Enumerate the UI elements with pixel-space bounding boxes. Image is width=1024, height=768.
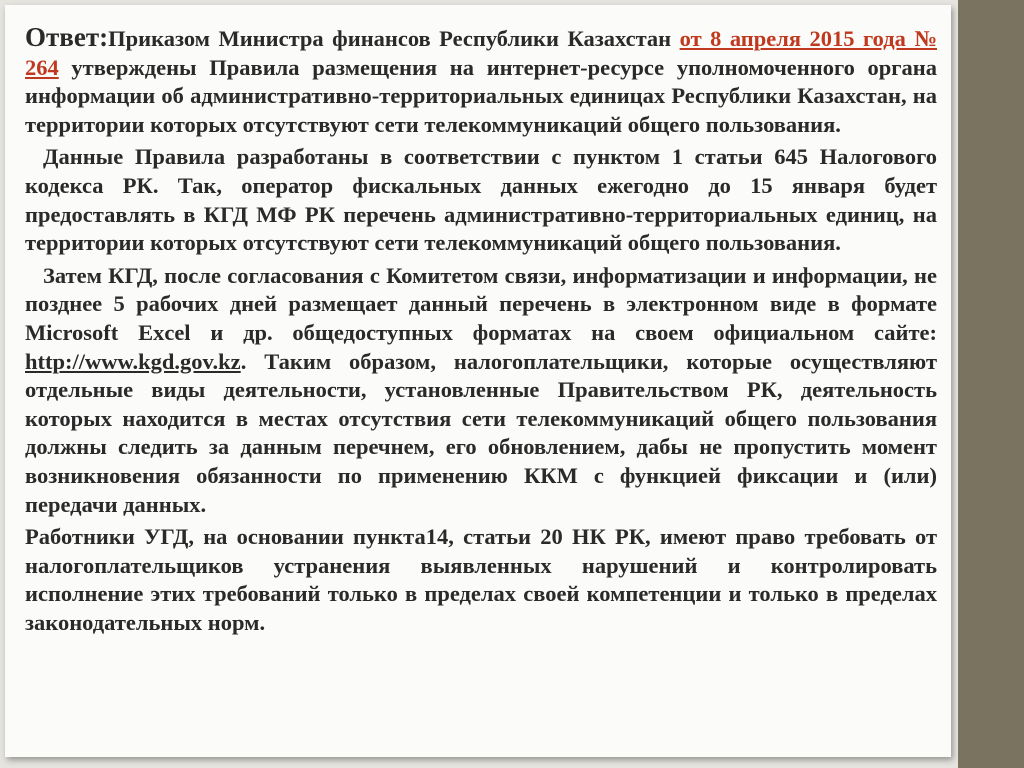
document-body xyxy=(25,23,937,641)
kgd-text-end: . Таким образом, налогоплательщики, которые осуществляют отдельные виды деятельности, установленные Правительством РК, деятельность которых находится в местах отсутствия сети телекоммуникаций общего пользования должны следить за данным перечнем, его обновлением, дабы не пропустить момент возникновения обязанности по применению ККМ с функцией фиксации и (или) передачи данных. xyxy=(25,348,937,517)
kgd-paragraph xyxy=(25,262,937,519)
decorative-side-band xyxy=(958,0,1024,768)
answer-paragraph xyxy=(25,23,937,139)
answer-label: Ответ: xyxy=(25,22,109,52)
kgd-text-start: Затем КГД, после согласования с Комитетом связи, информатизации и информации, не позднее 5 рабочих дней размещает данный перечень в электронном виде в формате Microsoft Excel и др. общедоступных форматах на своем официальном сайте: xyxy=(25,262,937,345)
answer-text-start: Приказом Министра финансов Республики Казахстан xyxy=(108,26,680,51)
ugd-text: Работники УГД, на основании пункта14, статьи 20 НК РК, имеют право требовать от налогоплательщиков устранения выявленных нарушений и контролировать исполнение этих требований только в пределах своей компетенции и только в пределах законодательных норм. xyxy=(25,524,937,635)
kgd-website-link[interactable]: http://www.kgd.gov.kz xyxy=(25,348,241,374)
document-page xyxy=(5,5,951,757)
order-reference-highlight: от 8 апреля 2015 года № 264 xyxy=(25,26,937,80)
ugd-paragraph xyxy=(25,523,937,637)
rules-text: Данные Правила разработаны в соответствии с пунктом 1 статьи 645 Налогового кодекса РК. Так, оператор фискальных данных ежегодно до 15 января будет предоставлять в КГД МФ РК перечень административно-территориальных единиц, на территории которых отсутствуют сети телекоммуникаций общего пользования. xyxy=(25,144,937,256)
answer-text-end: утверждены Правила размещения на интернет-ресурсе уполномоченного органа информации об административно-территориальных единицах Республики Казахстан, на территории которых отсутствуют сети телекоммуникаций общего пользования. xyxy=(25,54,937,137)
rules-paragraph xyxy=(25,143,937,257)
